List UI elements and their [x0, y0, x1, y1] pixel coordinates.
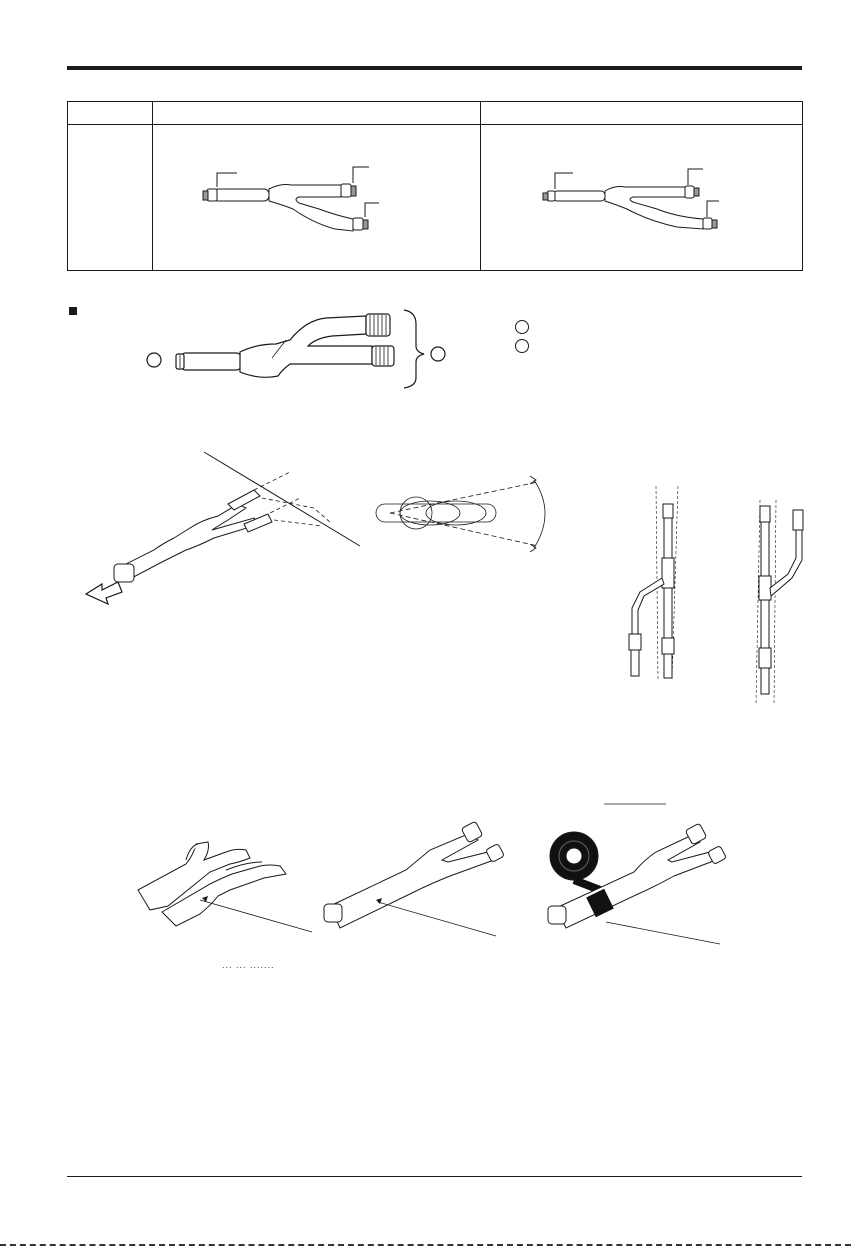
table-header-model	[68, 102, 153, 125]
insulated-branch-icon	[318, 810, 518, 950]
y-branch-large-icon	[140, 300, 460, 395]
y-branch-pipe-icon	[153, 125, 481, 271]
footnote-dots: ... ... .......	[222, 960, 275, 970]
branch-installation-illustration	[78, 446, 368, 606]
vertical-branch-down-icon	[610, 484, 700, 684]
insulation-tape-icon	[540, 798, 730, 948]
insulation-cover-icon	[130, 820, 320, 940]
page-cut-line	[0, 1244, 851, 1246]
table-cell-model	[68, 125, 153, 271]
table-cell-liquid-pipe	[481, 125, 803, 271]
table-header-liquid	[481, 102, 803, 125]
bottom-rule	[67, 1176, 802, 1177]
table-header-gas	[153, 102, 481, 125]
table-cell-gas-pipe	[153, 125, 481, 271]
legend-markers	[513, 318, 533, 358]
table-header-row	[68, 102, 803, 125]
direction-arrow-icon	[86, 582, 122, 604]
top-rule	[67, 66, 802, 70]
vertical-branch-up-icon	[740, 500, 820, 706]
section-bullet	[69, 307, 77, 315]
branch-kit-table	[67, 101, 803, 271]
y-branch-pipe-icon	[481, 125, 803, 271]
table-row	[68, 125, 803, 271]
angle-diagram	[370, 470, 560, 560]
